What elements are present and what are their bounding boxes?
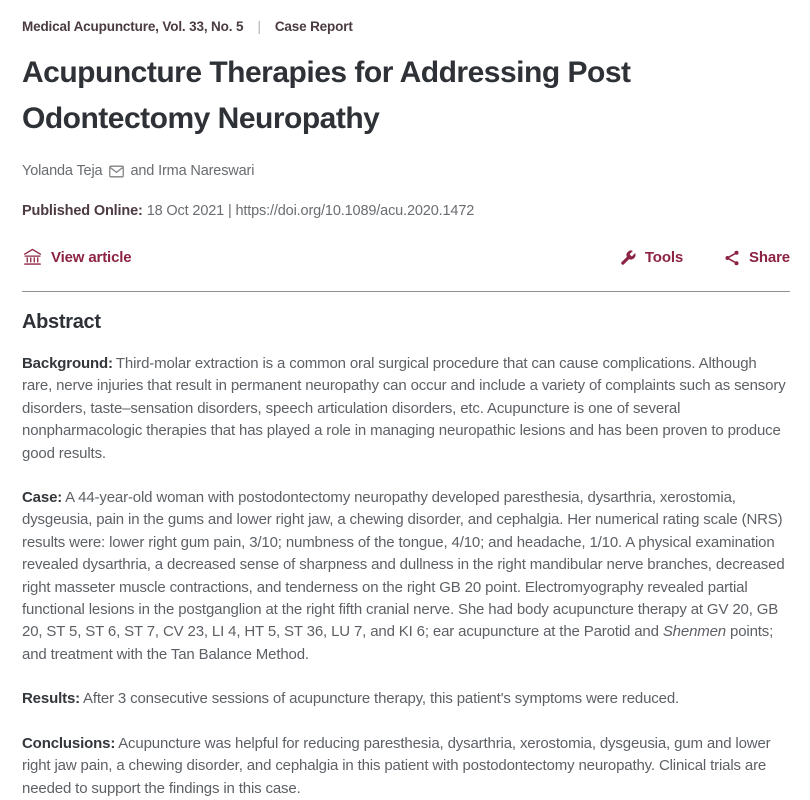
journal-citation-link[interactable]: Medical Acupuncture, Vol. 33, No. 5 — [22, 18, 244, 34]
share-button[interactable] — [723, 249, 790, 267]
published-label: Published Online: — [22, 203, 143, 219]
conclusions-text: Acupuncture was helpful for reducing paresthesia, dysarthria, xerostomia, dysgeusia, gum and lower right jaw pain, a chewing disorder, and cephalgia in this patient with postodontectomy neuropathy. Clinical trials are needed to support the findings in this case. — [22, 734, 771, 797]
view-article-label: View article — [51, 249, 132, 266]
case-italic-term: Shenmen — [662, 623, 726, 641]
view-article-button[interactable] — [22, 247, 131, 268]
section-divider — [22, 291, 790, 292]
share-label: Share — [749, 249, 790, 266]
background-text: Third-molar extraction is a common oral surgical procedure that can cause complications. Although rare, nerve injuries that result in permanent neuropathy can occur and include a variety of complaints such as sensory disorders, taste–sensation disorders, speech articulation disorders, etc. Acupuncture is one of several nonpharmacologic therapies that has played a role in managing neuropathic lesions and has been proven to produce good results. — [22, 355, 786, 462]
article-toolbar — [22, 247, 790, 268]
case-text-after: points; and treatment with the Tan Balance Method. — [22, 623, 774, 663]
results-text: After 3 consecutive sessions of acupuncture therapy, this patient's symptoms were reduced. — [82, 690, 680, 708]
case-text-before: A 44-year-old woman with postodontectomy neuropathy developed paresthesia, dysarthria, xerostomia, dysgeusia, pain in the gums and lower right jaw, a chewing disorder, and cephalgia. Her numerical rating scale (NRS) results were: lower right gum pain, 3/10; numbness of the tongue, 4/10; and headache, 1/10. A physical examination revealed dysarthria, a decreased sense of sharpness and dullness in the right mandibular nerve branches, decreased right masseter muscle contractions, and tenderness on the right GB 20 point. Electromyography revealed partial functional lesions in the postganglion at the right fifth cranial nerve. She had body acupuncture therapy at GV 20, GB 20, ST 5, ST 6, ST 7, CV 23, LI 4, HT 5, ST 36, LU 7, and KI 6; ear acupuncture at the Parotid and — [22, 489, 785, 641]
background-label: Background: — [22, 355, 113, 372]
published-line — [22, 203, 790, 219]
abstract-background-paragraph — [22, 353, 790, 465]
case-label: Case: — [22, 489, 63, 507]
published-value: 18 Oct 2021 | https://doi.org/10.1089/acu.2020.1472 — [146, 203, 475, 219]
meta-separator: | — [257, 18, 261, 34]
article-type-link[interactable]: Case Report — [274, 18, 353, 34]
abstract-case-paragraph — [22, 487, 790, 666]
author-connector: and — [130, 162, 155, 179]
tools-icon — [619, 249, 637, 267]
conclusions-label: Conclusions: — [22, 734, 116, 752]
author-first[interactable]: Yolanda Teja — [22, 162, 103, 179]
author-second[interactable]: Irma Nareswari — [158, 162, 255, 179]
abstract-heading: Abstract — [22, 311, 101, 333]
results-label: Results: — [22, 690, 80, 708]
journal-meta-line — [22, 18, 790, 34]
page-title: Acupuncture Therapies for Addressing Post Odontectomy Neuropathy — [22, 56, 631, 135]
tools-button[interactable] — [619, 249, 683, 267]
view-article-icon — [22, 247, 43, 268]
abstract-results-paragraph — [22, 688, 790, 710]
abstract-conclusions-paragraph — [22, 733, 790, 800]
email-icon[interactable] — [108, 163, 125, 180]
toolbar-right-group — [619, 249, 790, 267]
share-icon — [723, 249, 741, 267]
author-line — [22, 162, 790, 179]
tools-label: Tools — [644, 249, 684, 266]
